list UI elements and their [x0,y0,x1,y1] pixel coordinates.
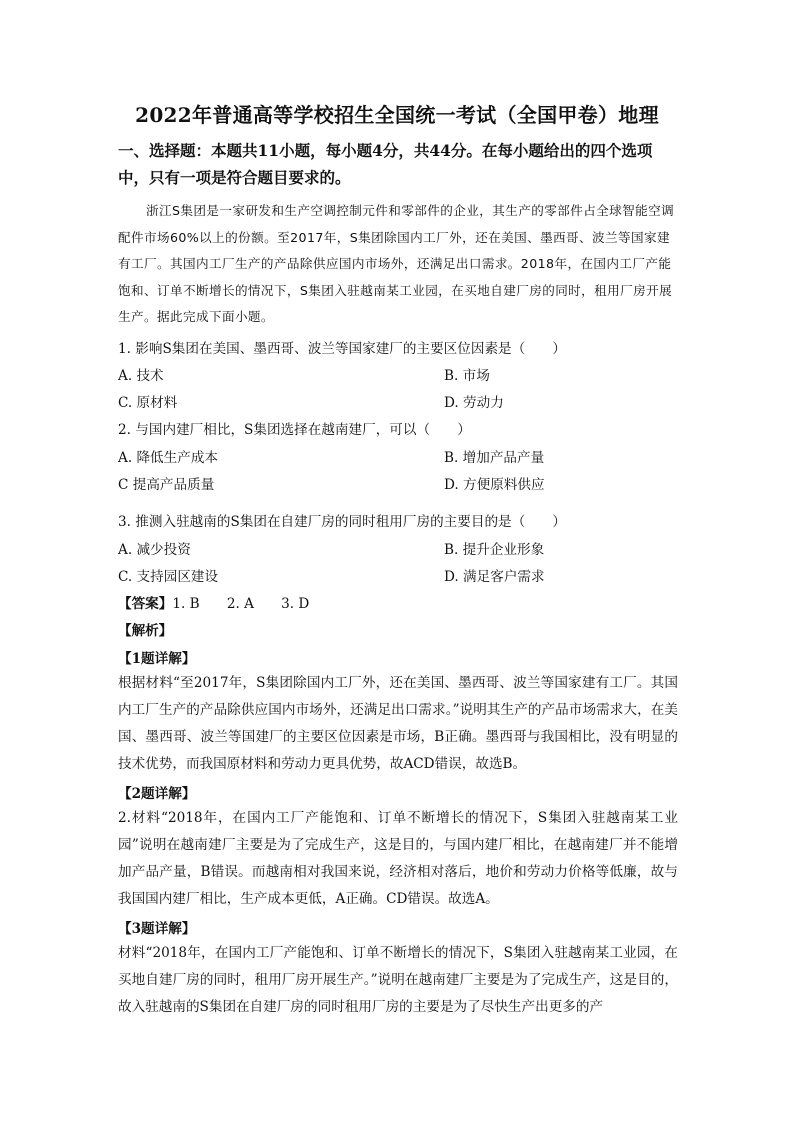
detail-2-text: 2.材料“2018年，在国内工厂产能饱和、订单不断增长的情况下，S集团入驻越南某工业园”说明在越南建厂主要是为了完成生产，这是目的，与国内建厂相比，在越南建厂并不能增加产品产量，B错误。而越南相对我国来说，经济相对落后，地价和劳动力价格等低廉，故与我国国内建厂相比，生产成本更低，A正确。CD错误。故选A。 [118,810,678,907]
detail-3-text: 材料“2018年，在国内工厂产能饱和、订单不断增长的情况下，S集团入驻越南某工业园，在买地自建厂房的同时，租用厂房开展生产。”说明在越南建厂主要是为了完成生产，这是目的，故入驻越南的S集团在自建厂房的同时租用厂房的主要是为了尽快生产出更多的产 [118,945,678,1015]
answer-text: 1. B 2. A 3. D [172,596,310,612]
section-heading: 一、选择题：本题共11小题，每小题4分，共44分。在每小题给出的四个选项中，只有一项是符合题目要求的。 [118,141,653,187]
question-1-option-d: D. 劳动力 [444,395,504,411]
answer-label: 【答案】 [118,596,173,612]
page-title: 2022年普通高等学校招生全国统一考试（全国甲卷）地理 [135,103,659,127]
question-3-stem: 3. 推测入驻越南的S集团在自建厂房的同时租用厂房的主要目的是（ ） [118,514,567,530]
analysis-label: 【解析】 [118,623,173,639]
detail-2-label: 【2题详解】 [118,786,196,802]
detail-1-label: 【1题详解】 [118,651,196,667]
question-2-option-c: C 提高产品质量 [118,477,215,493]
question-3-option-b: B. 提升企业形象 [444,542,545,558]
detail-1-text: 根据材料“至2017年，S集团除国内工厂外，还在美国、墨西哥、波兰等国家建有工厂。其国内工厂生产的产品除供应国内市场外，还满足出口需求。”说明其生产的产品市场需求大，在美国、墨西哥、波兰等国建厂的主要区位因素是市场，B正确。墨西哥与我国相比，没有明显的技术优势，而我国原材料和劳动力更具优势，故ACD错误，故选B。 [118,675,678,772]
question-2-stem: 2. 与国内建厂相比，S集团选择在越南建厂，可以（ ） [118,422,471,438]
question-3-option-a: A. 减少投资 [118,542,191,558]
question-3-option-d: D. 满足客户需求 [444,569,545,585]
answer-row [118,592,309,612]
question-2-option-a: A. 降低生产成本 [118,450,219,466]
question-2-option-d: D. 方便原料供应 [444,477,545,493]
question-1-option-c: C. 原材料 [118,395,178,411]
material-paragraph: 浙江S集团是一家研发和生产空调控制元件和零部件的企业，其生产的零部件占全球智能空调配件市场60%以上的份额。至2017年，S集团除国内工厂外，还在美国、墨西哥、波兰等国家建有工厂。其国内工厂生产的产品除供应国内市场外，还满足出口需求。2018年，在国内工厂产能饱和、订单不断增长的情况下，S集团入驻越南某工业园，在买地自建厂房的同时，租用厂房开展生产。据此完成下面小题。 [118,203,675,324]
question-1-option-b: B. 市场 [444,368,490,384]
question-1-option-a: A. 技术 [118,368,164,384]
question-1-stem: 1. 影响S集团在美国、墨西哥、波兰等国家建厂的主要区位因素是（ ） [118,341,567,357]
question-2-option-b: B. 增加产品产量 [444,450,545,466]
question-3-option-c: C. 支持园区建设 [118,569,219,585]
detail-3-label: 【3题详解】 [118,921,196,937]
